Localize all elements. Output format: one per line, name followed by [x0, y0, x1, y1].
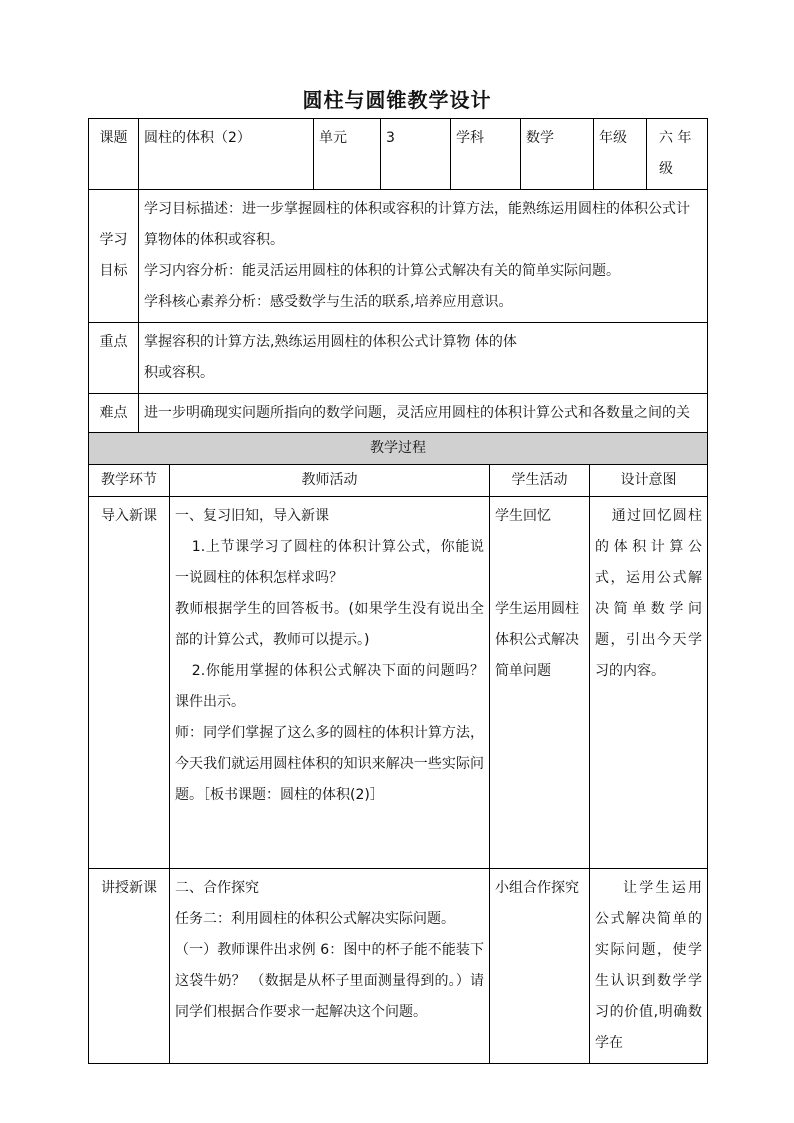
teacher-line: 师：同学们掌握了这么多的圆柱的体积计算方法，今天我们就运用圆柱体积的知识来解决一些实际问题。［板书课题：圆柱的体积(2)］ — [175, 725, 484, 803]
subject-value: 数学 — [521, 119, 594, 190]
teacher-line: 一、复习旧知，导入新课 — [175, 508, 329, 524]
teacher-activity-intro — [170, 497, 490, 869]
student-activity-new: 小组合作探究 — [490, 869, 590, 1064]
process-table — [88, 432, 708, 1064]
goals-line: 学科核心素养分析：感受数学与生活的联系,培养应用意识。 — [144, 294, 513, 310]
teacher-activity-new — [170, 869, 490, 1064]
goals-label: 学习 目标 — [89, 190, 139, 323]
design-intent-intro: 通过回忆圆柱的体积计算公式，运用公式解决简单数学问题，引出今天学习的内容。 — [590, 497, 708, 869]
goals-line: 学习内容分析：能灵活运用圆柱的体积的计算公式解决有关的简单实际问题。 — [144, 263, 620, 279]
difficulty-label: 难点 — [89, 394, 139, 465]
key-point-value: 掌握容积的计算方法,熟练运用圆柱的体积公式计算物 体的体积或容积。 — [144, 334, 517, 381]
teacher-line: 1.上节课学习了圆柱的体积计算公式，你能说一说圆柱的体积怎样求吗？ — [175, 539, 484, 586]
grade-label: 年级 — [594, 119, 647, 190]
lesson-value: 圆柱的体积（2） — [139, 119, 314, 190]
lesson-info-table — [88, 118, 708, 465]
header-stage: 教学环节 — [89, 465, 170, 497]
grade-value: 六 年 级 — [647, 119, 708, 190]
student-line: 学生回忆 — [495, 508, 551, 524]
teacher-line: 二、合作探究 — [175, 880, 259, 896]
teacher-line: 2.你能用掌握的体积公式解决下面的问题吗？课件出示。 — [175, 663, 484, 710]
goals-content — [139, 190, 708, 323]
unit-value: 3 — [381, 119, 451, 190]
header-intent: 设计意图 — [590, 465, 708, 497]
process-title: 教学过程 — [89, 433, 708, 465]
teacher-line: 任务二：利用圆柱的体积公式解决实际问题。 — [175, 911, 455, 927]
teacher-line: 教师根据学生的回答板书。(如果学生没有说出全部的计算公式，教师可以提示。) — [175, 601, 484, 648]
key-point-label: 重点 — [89, 323, 139, 394]
lesson-label: 课题 — [89, 119, 139, 190]
key-point-text — [139, 323, 708, 394]
teacher-line: （一）教师课件出求例 6：图中的杯子能不能装下这袋牛奶？ （数据是从杯子里面测量得到的。）请同学们根据合作要求一起解决这个问题。 — [175, 942, 484, 1020]
goals-line: 学习目标描述：进一步掌握圆柱的体积或容积的计算方法，能熟练运用圆柱的体积公式计算物体的体积或容积。 — [144, 201, 690, 248]
header-student: 学生活动 — [490, 465, 590, 497]
stage-new-lesson: 讲授新课 — [89, 869, 170, 1064]
subject-label: 学科 — [451, 119, 521, 190]
document-title: 圆柱与圆锥教学设计 — [302, 88, 492, 112]
difficulty-text: 进一步明确现实问题所指向的数学问题，灵活应用圆柱的体积计算公式和各数量之间的关 — [139, 394, 708, 465]
header-teacher: 教师活动 — [170, 465, 490, 497]
design-intent-new: 让学生运用公式解决简单的实际问题，使学生认识到数学学习的价值,明确数学在 — [590, 869, 708, 1064]
unit-label: 单元 — [314, 119, 381, 190]
stage-intro: 导入新课 — [89, 497, 170, 869]
student-line: 学生运用圆柱体积公式解决简单问题 — [495, 601, 579, 679]
student-activity-intro — [490, 497, 590, 869]
